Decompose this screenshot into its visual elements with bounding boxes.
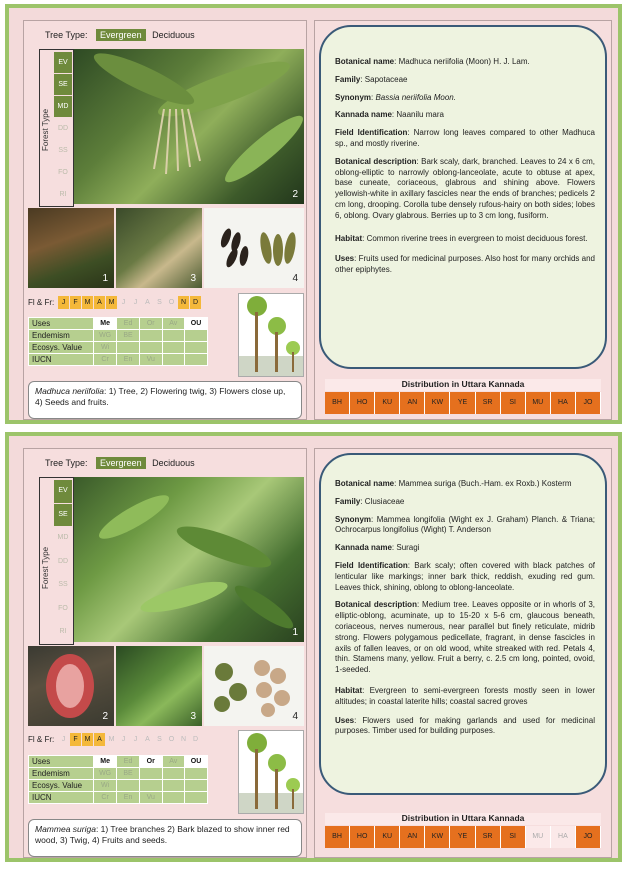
table-row bbox=[29, 768, 208, 780]
region-ye: YE bbox=[450, 392, 475, 414]
region-ku: KU bbox=[375, 826, 400, 848]
forest-type-ev: EV bbox=[54, 480, 72, 503]
uses-text: Uses: Flowers used for making garlands and used for medicinal purposes. Timber used for building purposes. bbox=[335, 715, 595, 736]
forest-type-se: SE bbox=[54, 504, 72, 527]
iucn-cr: Cr bbox=[94, 354, 117, 366]
forest-type-panel bbox=[39, 49, 74, 207]
uses-label: Uses bbox=[29, 756, 94, 768]
region-bh: BH bbox=[325, 826, 350, 848]
flfr-label: Fl & Fr: bbox=[28, 735, 55, 744]
tree-type-selector bbox=[45, 29, 199, 41]
month-may: M bbox=[106, 296, 117, 309]
table-row bbox=[29, 792, 208, 804]
table-row bbox=[29, 330, 208, 342]
endemism-be: BE bbox=[117, 330, 140, 342]
ecosys-wi: Wi bbox=[94, 342, 117, 354]
caption-species: Mammea suriga bbox=[35, 824, 96, 834]
region-si: SI bbox=[501, 826, 526, 848]
distribution-title: Distribution in Uttara Kannada bbox=[325, 813, 601, 825]
month-nov: N bbox=[178, 296, 189, 309]
use-avenue: Av bbox=[162, 756, 185, 768]
month-feb: F bbox=[70, 296, 81, 309]
month-mar: M bbox=[82, 733, 93, 746]
uses-table bbox=[28, 317, 208, 366]
field-identification: Field Identification: Bark scaly; often covered with black patches of lenticular like markings; inner bark thick, reddish, exuding red gum. Leaves thick, shining, oblong to oblong-lanceolate. bbox=[335, 560, 595, 592]
region-an: AN bbox=[400, 392, 425, 414]
month-oct: O bbox=[168, 299, 175, 306]
region-ku: KU bbox=[375, 392, 400, 414]
month-jan: J bbox=[61, 736, 66, 743]
species-card-1 bbox=[5, 4, 622, 424]
forest-type-md: MD bbox=[57, 534, 69, 541]
use-ornamental: Or bbox=[139, 756, 162, 768]
month-sep: S bbox=[157, 736, 162, 743]
iucn-label: IUCN bbox=[29, 354, 94, 366]
month-feb: F bbox=[70, 733, 81, 746]
month-may: M bbox=[108, 736, 115, 743]
tree-type-evergreen: Evergreen bbox=[96, 29, 146, 41]
month-mar: M bbox=[82, 296, 93, 309]
species-info bbox=[319, 453, 607, 795]
tree-type-selector bbox=[45, 457, 199, 469]
botanical-description: Botanical description: Bark scaly, dark, branched. Leaves to 24 x 6 cm, oblong-elliptic to narrowly oblong-lanceolate, acute to obtuse at apex, base cuneate, coriaceous, glabrous and shining above. Flowers yellowish-white in axillary fascicles near the ends of branches; pedicels 2 cm long, drooping. Corolla tube densely rufous-hairy on both sides; lobes 6, oblong. Ovary glabrous. Berries up to 3 cm long, fusiform. bbox=[335, 156, 595, 220]
caption-text: : 1) Tree, 2) Flowering twig, 3) Flowers close up, 4) Seeds and fruits. bbox=[35, 386, 286, 408]
flfr-label: Fl & Fr: bbox=[28, 298, 55, 307]
forest-type-se: SE bbox=[54, 74, 72, 95]
ecosys-wi: Wi bbox=[94, 780, 117, 792]
family: Family: Sapotaceae bbox=[335, 74, 408, 84]
forest-type-ss: SS bbox=[58, 581, 68, 588]
forest-type-dd: DD bbox=[57, 125, 69, 132]
flowering-fruiting-months bbox=[28, 733, 202, 746]
photo-number: 1 bbox=[102, 273, 108, 284]
month-aug: A bbox=[145, 299, 150, 306]
region-si: SI bbox=[501, 392, 526, 414]
forest-type-ri: RI bbox=[59, 628, 67, 635]
region-sr: SR bbox=[476, 826, 501, 848]
region-kw: KW bbox=[425, 392, 450, 414]
region-ye: YE bbox=[450, 826, 475, 848]
photo-fruits-seeds bbox=[204, 646, 304, 726]
synonym: Synonym: Mammea longifolia (Wight ex J. Graham) Planch. & Triana; Ochrocarpus longifolius (Wight) T. Anderson bbox=[335, 514, 595, 535]
use-other: OU bbox=[185, 318, 208, 330]
forest-type-label: Forest Type bbox=[41, 108, 50, 152]
table-row bbox=[29, 780, 208, 792]
botanical-description: Botanical description: Medium tree. Leaves opposite or in whorls of 3, elliptic-oblong, acuminate, up to 15-20 x 5-6 cm, glaucous beneath, coriaceous, nerves numerous, near parallel but finely reticulate, midrib strong. Flowers polygamous pedicellate, fragrant, in dense fascicles in axils of fallen leaves, or on old wood, white streaked with red. Petals 4, thin. Stamens many, yellow. Fruit a berry, c. 2.5 cm long, pointed, ovoid, 1-seeded. bbox=[335, 600, 595, 675]
tree-type-deciduous: Deciduous bbox=[152, 30, 195, 40]
iucn-cr: Cr bbox=[94, 792, 117, 804]
tree-silhouettes bbox=[239, 294, 303, 376]
figure-caption bbox=[28, 819, 302, 857]
table-row bbox=[29, 342, 208, 354]
month-dec: D bbox=[192, 736, 199, 743]
region-jo: JO bbox=[576, 392, 601, 414]
figure-caption bbox=[28, 381, 302, 419]
region-ha: HA bbox=[551, 392, 576, 414]
region-ha: HA bbox=[551, 826, 576, 848]
photo-tree bbox=[28, 208, 114, 288]
region-an: AN bbox=[400, 826, 425, 848]
tree-type-deciduous: Deciduous bbox=[152, 458, 195, 468]
month-apr: A bbox=[94, 296, 105, 309]
family: Family: Clusiaceae bbox=[335, 496, 405, 506]
region-bh: BH bbox=[325, 392, 350, 414]
month-jul: J bbox=[133, 736, 138, 743]
use-edible: Ed bbox=[117, 318, 140, 330]
seeds-illustration bbox=[204, 208, 304, 288]
forest-type-fo: FO bbox=[58, 604, 68, 612]
forest-type-md: MD bbox=[54, 96, 72, 117]
iucn-label: IUCN bbox=[29, 792, 94, 804]
month-dec: D bbox=[190, 296, 201, 309]
region-ho: HO bbox=[350, 826, 375, 848]
forest-type-label: Forest Type bbox=[41, 546, 50, 590]
tree-silhouettes bbox=[239, 731, 303, 813]
photo-bark-blazed bbox=[28, 646, 114, 726]
uses-table bbox=[28, 755, 208, 804]
table-row bbox=[29, 756, 208, 768]
kannada-name: Kannada name: Suragi bbox=[335, 543, 420, 553]
region-kw: KW bbox=[425, 826, 450, 848]
distribution-row bbox=[325, 392, 601, 414]
synonym: Synonym: Bassia neriifolia Moon. bbox=[335, 92, 456, 102]
kannada-name: Kannada name: Naanilu mara bbox=[335, 110, 444, 120]
photo-number: 2 bbox=[292, 189, 298, 200]
left-panel bbox=[23, 20, 307, 420]
photo-number: 4 bbox=[292, 711, 298, 722]
tree-type-label: Tree Type: bbox=[45, 30, 88, 40]
month-jun: J bbox=[121, 736, 126, 743]
ecosys-label: Ecosys. Value bbox=[29, 780, 94, 792]
tree-height-illustration bbox=[238, 293, 304, 377]
endemism-wg: WG bbox=[94, 330, 117, 342]
endemism-be: BE bbox=[117, 768, 140, 780]
use-avenue: Av bbox=[162, 318, 185, 330]
region-sr: SR bbox=[476, 392, 501, 414]
endemism-label: Endemism bbox=[29, 330, 94, 342]
use-edible: Ed bbox=[117, 756, 140, 768]
month-apr: A bbox=[94, 733, 105, 746]
right-panel bbox=[314, 448, 612, 858]
habitat: Habitat: Common riverine trees in evergreen to moist deciduous forest. bbox=[335, 233, 588, 243]
species-info bbox=[319, 25, 607, 369]
iucn-vu: Vu bbox=[139, 792, 162, 804]
month-nov: N bbox=[180, 736, 187, 743]
distribution-row bbox=[325, 826, 601, 848]
photo-tree-branches bbox=[74, 477, 304, 642]
habitat: Habitat: Evergreen to semi-evergreen forests mostly seen in lower altitudes; in coastal laterite hills; coastal sacred groves bbox=[335, 685, 595, 706]
field-identification: Field Identification: Narrow long leaves compared to other Madhuca sp., and mostly riverine. bbox=[335, 128, 595, 148]
month-jan: J bbox=[58, 296, 69, 309]
month-sep: S bbox=[157, 299, 162, 306]
forest-type-panel bbox=[39, 477, 74, 645]
use-ornamental: Or bbox=[139, 318, 162, 330]
botanical-name: Botanical name: Madhuca neriifolia (Moon) H. J. Lam. bbox=[335, 57, 530, 66]
distribution-title: Distribution in Uttara Kannada bbox=[325, 379, 601, 391]
leaves-illustration bbox=[74, 477, 304, 642]
month-oct: O bbox=[168, 736, 175, 743]
photo-flowering-twig bbox=[74, 49, 304, 204]
region-ho: HO bbox=[350, 392, 375, 414]
forest-type-ev: EV bbox=[54, 52, 72, 73]
caption-text: : 1) Tree branches 2) Bark blazed to show inner red wood, 3) Twig, 4) Fruits and seeds. bbox=[35, 824, 290, 846]
flowering-fruiting-months bbox=[28, 296, 202, 309]
left-panel bbox=[23, 448, 307, 858]
iucn-en: En bbox=[117, 354, 140, 366]
forest-type-fo: FO bbox=[58, 169, 68, 176]
tree-type-evergreen: Evergreen bbox=[96, 457, 146, 469]
ecosys-label: Ecosys. Value bbox=[29, 342, 94, 354]
table-row bbox=[29, 354, 208, 366]
bark-illustration bbox=[28, 646, 114, 726]
tree-type-label: Tree Type: bbox=[45, 458, 88, 468]
species-card-2 bbox=[5, 432, 622, 862]
photo-number: 3 bbox=[190, 273, 196, 284]
photo-number: 4 bbox=[292, 273, 298, 284]
photo-twig bbox=[116, 646, 202, 726]
botanical-name: Botanical name: Mammea suriga (Buch.-Ham. ex Roxb.) Kosterm bbox=[335, 479, 572, 488]
forest-type-dd: DD bbox=[57, 557, 69, 565]
forest-type-ss: SS bbox=[58, 147, 68, 154]
uses-label: Uses bbox=[29, 318, 94, 330]
leaves-illustration bbox=[74, 49, 304, 204]
photo-seeds-fruits bbox=[204, 208, 304, 288]
forest-type-ri: RI bbox=[59, 191, 67, 198]
right-panel bbox=[314, 20, 612, 420]
uses-text: Uses: Fruits used for medicinal purposes. Also host for many orchids and other epiphytes. bbox=[335, 254, 595, 275]
photo-number: 3 bbox=[190, 711, 196, 722]
endemism-wg: WG bbox=[94, 768, 117, 780]
use-medicinal: Me bbox=[94, 756, 117, 768]
iucn-vu: Vu bbox=[139, 354, 162, 366]
month-jul: J bbox=[133, 299, 138, 306]
use-medicinal: Me bbox=[94, 318, 117, 330]
month-aug: A bbox=[145, 736, 150, 743]
endemism-label: Endemism bbox=[29, 768, 94, 780]
month-jun: J bbox=[121, 299, 126, 306]
photo-number: 2 bbox=[102, 711, 108, 722]
region-jo: JO bbox=[576, 826, 601, 848]
table-row bbox=[29, 318, 208, 330]
tree-height-illustration bbox=[238, 730, 304, 814]
caption-species: Madhuca neriifolia bbox=[35, 386, 104, 396]
region-mu: MU bbox=[526, 392, 551, 414]
use-other: OU bbox=[185, 756, 208, 768]
iucn-en: En bbox=[117, 792, 140, 804]
fruits-illustration bbox=[204, 646, 304, 726]
region-mu: MU bbox=[526, 826, 551, 848]
photo-flowers-closeup bbox=[116, 208, 202, 288]
photo-number: 1 bbox=[292, 627, 298, 638]
